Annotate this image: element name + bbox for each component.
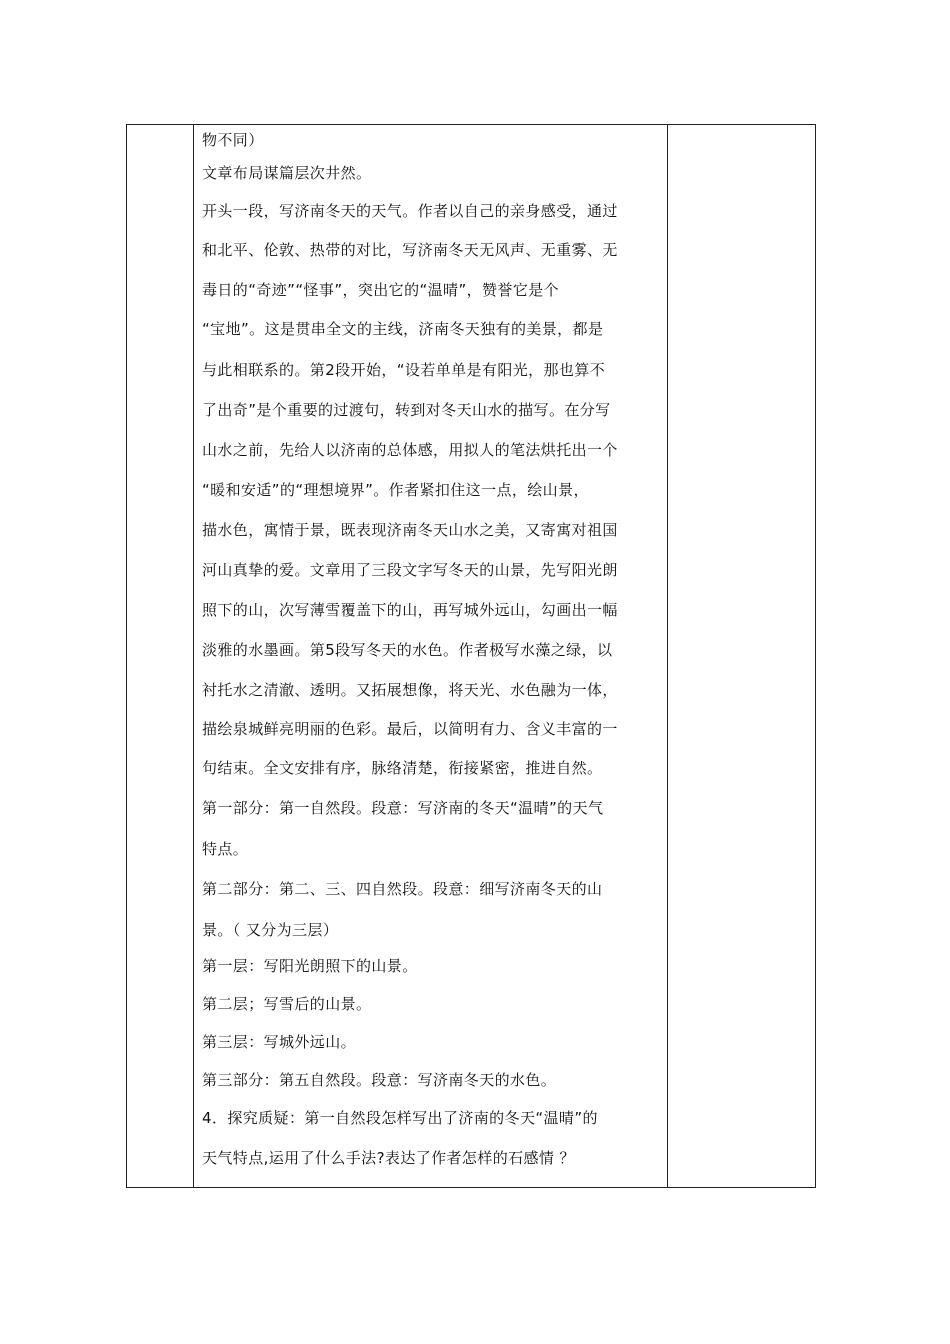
left-column-cell: [127, 125, 193, 1187]
text-line: 文章布局谋篇层次井然。: [202, 164, 372, 182]
lesson-table: [126, 124, 816, 1188]
text-line: 描绘泉城鲜亮明丽的色彩。最后，以简明有力、含义丰富的一: [202, 720, 618, 738]
text-line: 和北平、伦敦、热带的对比，写济南冬天无风声、无重雾、无: [202, 241, 618, 259]
text-line: 第一层：写阳光朗照下的山景。: [202, 957, 418, 975]
text-line: 第二层；写雪后的山景。: [202, 995, 372, 1013]
text-line: 句结束。全文安排有序，脉络清楚，衔接紧密，推进自然。: [202, 759, 603, 777]
right-column-cell: [668, 125, 815, 1187]
text-line: 山水之前，先给人以济南的总体感，用拟人的笔法烘托出一个: [202, 441, 618, 459]
text-line: 物不同）: [202, 131, 264, 149]
text-line: 特点。: [202, 840, 249, 858]
text-line: 了出奇”是个重要的过渡句，转到对冬天山水的描写。在分写: [202, 401, 611, 419]
text-line: 毒日的“奇迹”“怪事”，突出它的“温晴”，赞誉它是个: [202, 281, 560, 299]
text-line: 第三部分：第五自然段。段意：写济南冬天的水色。: [202, 1071, 557, 1089]
column-divider-left: [193, 125, 194, 1187]
text-line: 第一部分：第一自然段。段意：写济南的冬天“温晴”的天气: [202, 799, 604, 817]
text-line: 河山真挚的爱。文章用了三段文字写冬天的山景，先写阳光朗: [202, 561, 618, 579]
text-line: 第三层：写城外远山。: [202, 1033, 357, 1051]
text-line: 描水色，寓情于景，既表现济南冬天山水之美，又寄寓对祖国: [202, 521, 618, 539]
text-line: 4．探究质疑：第一自然段怎样写出了济南的冬天“温晴”的: [202, 1109, 598, 1127]
text-line: 开头一段，写济南冬天的天气。作者以自己的亲身感受，通过: [202, 202, 618, 220]
text-line: “宝地”。这是贯串全文的主线，济南冬天独有的美景，都是: [202, 320, 604, 338]
text-line: 与此相联系的。第2段开始，“设若单单是有阳光，那也算不: [202, 361, 606, 379]
text-line: 天气特点,运用了什么手法?表达了作者怎样的石感情 ？: [202, 1149, 575, 1167]
text-line: 第二部分：第二、三、四自然段。段意：细写济南冬天的山: [202, 880, 603, 898]
text-line: 景。（ 又分为三层）: [202, 921, 339, 939]
text-line: “暖和安适”的“理想境界”。作者紧扣住这一点，绘山景，: [202, 481, 589, 499]
text-line: 淡雅的水墨画。第5段写冬天的水色。作者极写水藻之绿，以: [202, 641, 613, 659]
text-line: 衬托水之清澈、透明。又拓展想像，将天光、水色融为一体，: [202, 681, 618, 699]
text-line: 照下的山，次写薄雪覆盖下的山，再写城外远山，勾画出一幅: [202, 601, 618, 619]
